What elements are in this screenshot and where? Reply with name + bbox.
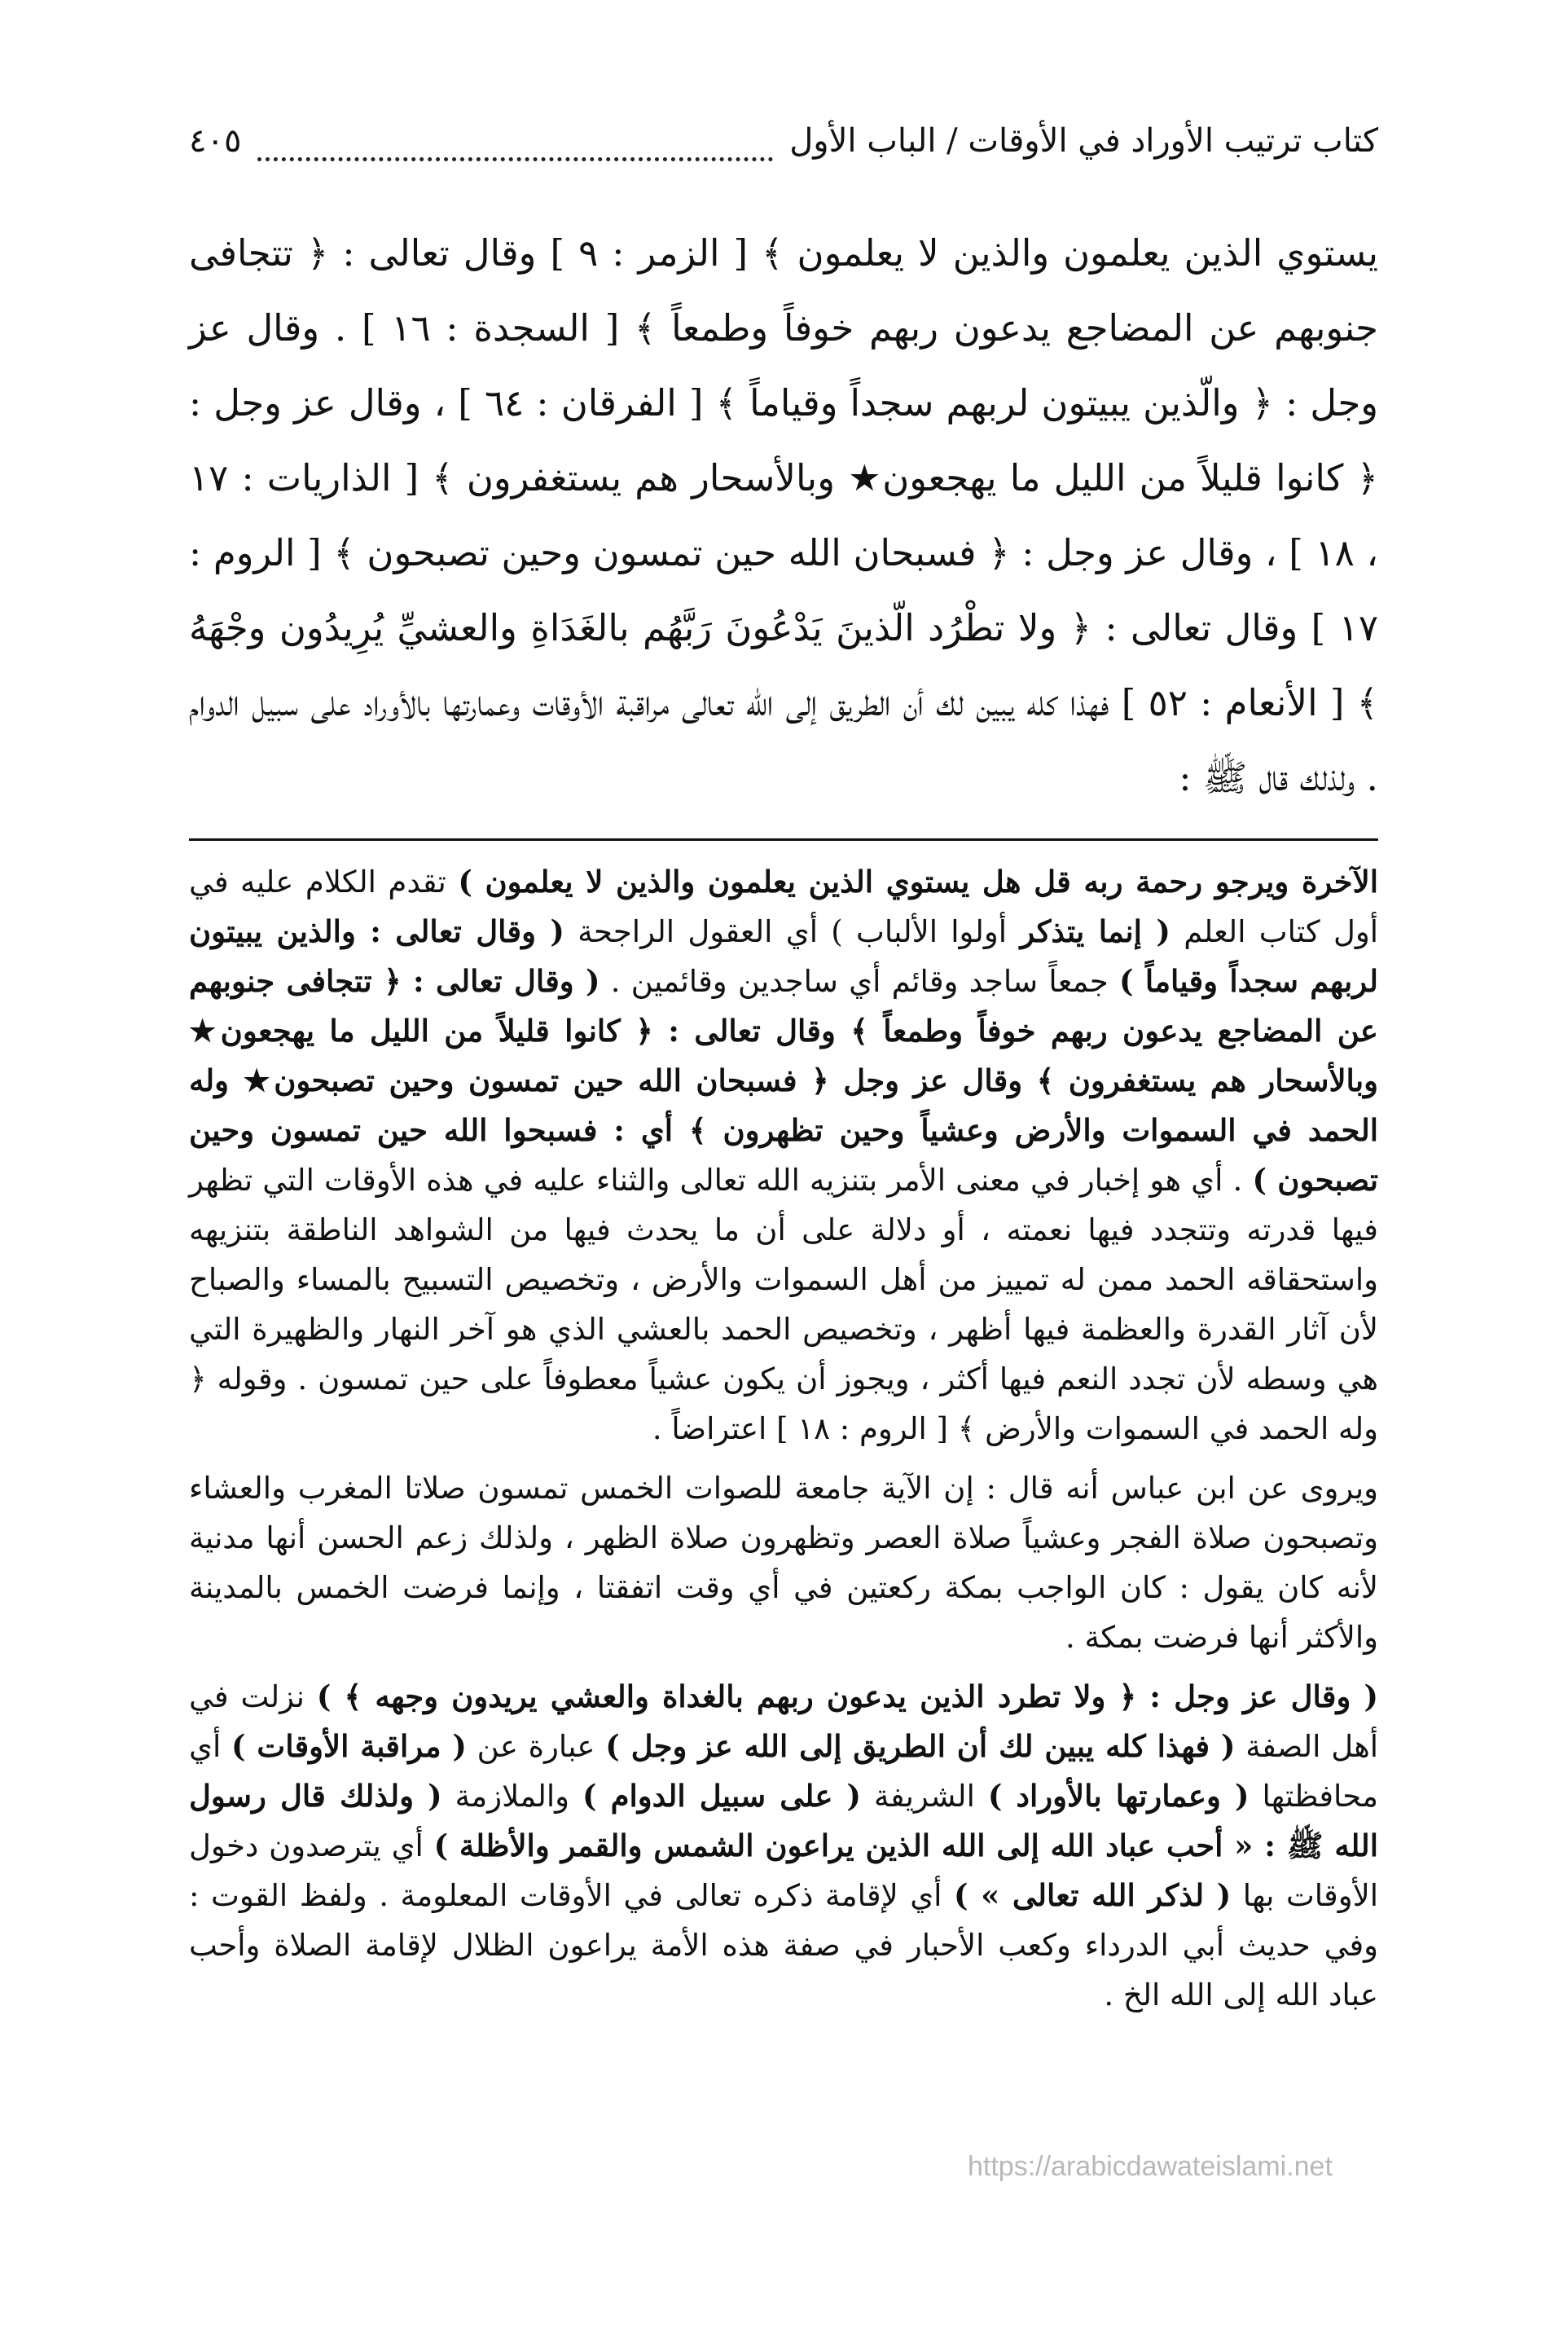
commentary-text: . أي هو إخبار في معنى الأمر بتنزيه الله تعالى والثناء عليه في هذه الأوقات التي تظهر فيها قدرته وتتجدد فيها نعمته ، أو دلالة على أن ما يحدث فيها من الشواهد الناطقة بتنزيهه واستحقاقه الحمد ممن له تمييز من أهل السموات والأرض ، وتخصيص التسبيح بالمساء والصباح لأن آثار القدرة والعظمة فيها أظهر ، وتخصيص الحمد بالعشي الذي هو آخر النهار والظهيرة التي هي وسطه لأن تجدد النعم فيها أكثر ، ويجوز أن يكون عشياً معطوفاً على حين تمسون . وقوله ﴿ وله الحمد في السموات والأرض ﴾ [ الروم : ١٨ ] اعتراضاً . (189, 1163, 1378, 1446)
commentary-paragraph-1 (189, 857, 1378, 1454)
quoted-text: ( وقال تعالى : والذين يبيتون لربهم سجداً وقياماً ) (189, 913, 1378, 999)
commentary-text: أولوا الألباب ) أي العقول الراجحة (564, 914, 1021, 949)
commentary-text: الشريفة (861, 1779, 988, 1814)
commentary-text: أي لإقامة ذكره تعالى في الأوقات المعلومة . ولفظ القوت : وفي حديث أبي الدرداء وكعب الأحبار في صفة هذه الأمة يراعون الظلال لإقامة الصلاة وأحب عباد الله إلى الله الخ . (189, 1878, 1378, 2012)
commentary-paragraph-3 (189, 1672, 1378, 2020)
quoted-text: ( إنما يتذكر (1020, 913, 1171, 949)
commentary-text: تقدم الكلام عليه في أول كتاب العلم (189, 864, 1379, 949)
quoted-text: ( وقال عز وجل : ﴿ ولا تطرد الذين يدعون ربهم بالغداة والعشي يريدون وجهه ﴾ ) (316, 1678, 1378, 1714)
page-number: ٤٠٥ (189, 122, 242, 160)
commentary-text: أي يترصدون دخول الأوقات بها (189, 1828, 1378, 1913)
commentary-text: أي محافظتها (189, 1729, 1378, 1814)
separator-line (189, 838, 1378, 841)
main-text-paragraph: يستوي الذين يعلمون والذين لا يعلمون ﴾ [ الزمر : ٩ ] وقال تعالى : ﴿ تتجافى جنوبهم عن المضاجع يدعون ربهم خوفاً وطمعاً ﴾ [ السجدة : ١٦ ] . وقال عز وجل : ﴿ والّذين يبيتون لربهم سجداً وقياماً ﴾ [ الفرقان : ٦٤ ] ، وقال عز وجل : ﴿ كانوا قليلاً من الليل ما يهجعون★ وبالأسحار هم يستغفرون ﴾ [ الذاريات : ١٧ ، ١٨ ] ، وقال عز وجل : ﴿ فسبحان الله حين تمسون وحين تصبحون ﴾ [ الروم : ١٧ ] وقال تعالى : ﴿ ولا تطْرُد الّذينَ يَدْعُونَ رَبَّهُم بالغَدَاةِ والعشيِّ يُرِيدُون وجْهَهُ ﴾ [ الأنعام : ٥٢ ] فهذا كله يبين لك أن الطريق إلى الله تعالى مراقبة الأوقات وعمارتها بالأوراد على سبيل الدوام . ولذلك قال ﷺ : (189, 231, 1379, 799)
commentary-text: جمعاً ساجد وقائم أي ساجدين وقائمين . (600, 964, 1120, 999)
book-page (189, 122, 1378, 2030)
quoted-text: ( وقال تعالى : ﴿ تتجافى جنوبهم عن المضاجع يدعون ربهم خوفاً وطمعاً ﴾ وقال تعالى : ﴿ كانوا قليلاً من الليل ما يهجعون★ وبالأسحار هم يستغفرون ﴾ وقال عز وجل ﴿ فسبحان الله حين تمسون وحين تصبحون★ وله الحمد في السموات والأرض وعشياً وحين تظهرون ﴾ أي : فسبحوا الله حين تمسون وحين تصبحون ) (189, 963, 1379, 1198)
commentary-text: نزلت في أهل الصفة (189, 1679, 1379, 1764)
running-title: كتاب ترتيب الأوراد في الأوقات / الباب الأول (789, 122, 1378, 160)
quoted-text: الآخرة ويرجو رحمة ربه قل هل يستوي الذين يعلمون والذين لا يعلمون ) (458, 864, 1379, 900)
main-text (189, 216, 1378, 816)
quoted-text: ( فهذا كله يبين لك أن الطريق إلى الله عز وجل ) (605, 1728, 1236, 1764)
leader-dots (257, 157, 773, 161)
watermark-url: https://arabicdawateislami.net (968, 2151, 1333, 2182)
quoted-text: ( لذكر الله تعالى » ) (953, 1877, 1232, 1913)
commentary-text: عبارة عن (466, 1729, 606, 1764)
commentary-paragraph-2: ويروى عن ابن عباس أنه قال : إن الآية جامعة للصوات الخمس تمسون صلاتا المغرب والعشاء وتصبحون صلاة الفجر وعشياً صلاة العصر وتظهرون صلاة الظهر ، ولذلك زعم الحسن أنها مدنية لأنه كان يقول : كان الواجب بمكة ركعتين في أي وقت اتفقتا ، وإنما فرضت الخمس بالمدينة والأكثر أنها فرضت بمكة . (189, 1471, 1378, 1655)
quoted-text: ( وعمارتها بالأوراد ) (987, 1778, 1250, 1814)
quoted-text: ( ولذلك قال رسول الله ﷺ : « أحب عباد الله إلى الله الذين يراعون الشمس والقمر والأظلة ) (189, 1778, 1378, 1863)
commentary-text: والملازمة (441, 1779, 582, 1814)
commentary (189, 857, 1378, 2020)
quoted-text: ( مراقبة الأوقات ) (231, 1728, 467, 1764)
running-header (189, 122, 1378, 179)
quoted-text: ( على سبيل الدوام ) (582, 1778, 862, 1814)
